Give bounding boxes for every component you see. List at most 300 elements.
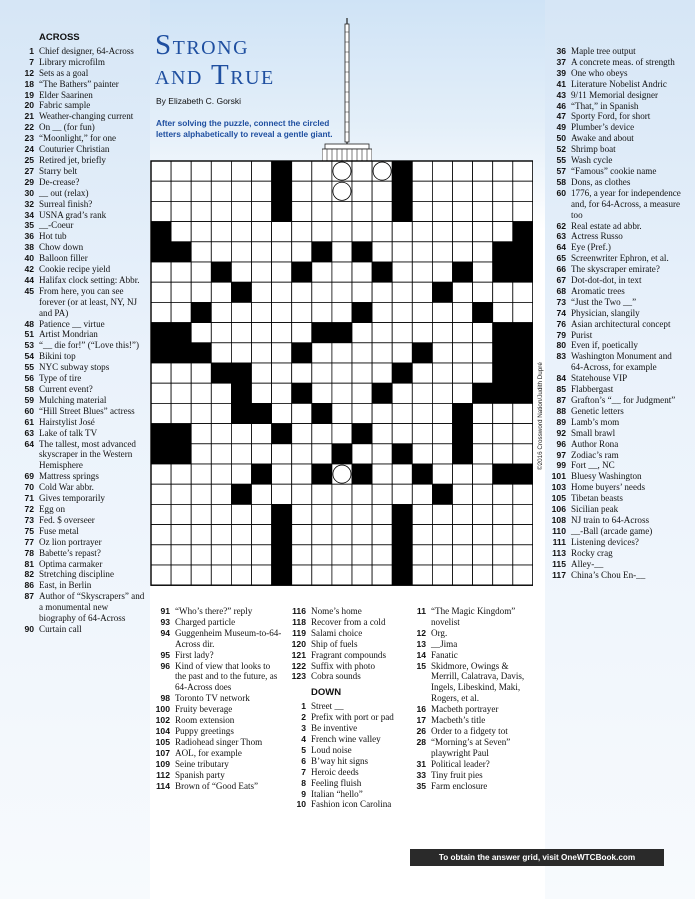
grid-cell[interactable] [453,201,473,221]
grid-cell[interactable] [412,424,432,444]
grid-cell[interactable] [211,302,231,322]
grid-cell[interactable] [392,484,412,504]
grid-cell[interactable] [312,343,332,363]
grid-cell[interactable] [252,201,272,221]
grid-cell[interactable] [432,464,452,484]
grid-cell[interactable] [332,525,352,545]
grid-cell[interactable] [332,383,352,403]
grid-cell[interactable] [252,222,272,242]
grid-cell[interactable] [453,302,473,322]
grid-cell[interactable] [151,282,171,302]
grid-cell[interactable] [151,504,171,524]
grid-cell[interactable] [312,484,332,504]
grid-cell[interactable] [493,403,513,423]
grid-cell[interactable] [392,403,412,423]
grid-cell[interactable] [231,323,251,343]
grid-cell[interactable] [372,343,392,363]
grid-cell[interactable] [211,484,231,504]
grid-cell[interactable] [392,343,412,363]
grid-cell[interactable] [432,424,452,444]
grid-cell[interactable] [231,242,251,262]
grid-cell[interactable] [432,343,452,363]
grid-cell[interactable] [191,363,211,383]
grid-cell[interactable] [352,343,372,363]
grid-cell[interactable] [252,302,272,322]
grid-cell[interactable] [513,545,533,565]
grid-cell[interactable] [493,181,513,201]
grid-cell[interactable] [292,242,312,262]
grid-cell[interactable] [171,222,191,242]
grid-cell[interactable] [473,565,493,585]
grid-cell[interactable] [272,383,292,403]
grid-cell[interactable] [252,282,272,302]
grid-cell[interactable] [453,464,473,484]
grid-cell[interactable] [412,302,432,322]
grid-cell[interactable] [432,363,452,383]
grid-cell[interactable] [392,222,412,242]
grid-cell[interactable] [493,484,513,504]
grid-cell[interactable] [191,565,211,585]
grid-cell[interactable] [453,343,473,363]
grid-cell[interactable] [513,424,533,444]
grid-cell[interactable] [171,161,191,181]
grid-cell[interactable] [231,222,251,242]
grid-cell[interactable] [453,504,473,524]
grid-cell[interactable] [292,545,312,565]
grid-cell[interactable] [312,222,332,242]
grid-cell[interactable] [151,302,171,322]
grid-cell[interactable] [453,565,473,585]
grid-cell[interactable] [332,302,352,322]
grid-cell[interactable] [231,201,251,221]
grid-cell[interactable] [171,282,191,302]
grid-cell[interactable] [231,565,251,585]
grid-cell[interactable] [171,565,191,585]
grid-cell[interactable] [493,545,513,565]
grid-cell[interactable] [272,484,292,504]
grid-cell[interactable] [191,444,211,464]
grid-cell[interactable] [473,525,493,545]
grid-cell[interactable] [372,161,392,181]
grid-cell[interactable] [272,282,292,302]
grid-cell[interactable] [211,181,231,201]
grid-cell[interactable] [292,302,312,322]
grid-cell[interactable] [211,343,231,363]
grid-cell[interactable] [453,161,473,181]
grid-cell[interactable] [191,222,211,242]
grid-cell[interactable] [332,504,352,524]
grid-cell[interactable] [493,525,513,545]
grid-cell[interactable] [473,282,493,302]
grid-cell[interactable] [292,504,312,524]
grid-cell[interactable] [272,323,292,343]
grid-cell[interactable] [332,201,352,221]
grid-cell[interactable] [372,282,392,302]
grid-cell[interactable] [252,161,272,181]
grid-cell[interactable] [151,383,171,403]
grid-cell[interactable] [473,484,493,504]
grid-cell[interactable] [432,161,452,181]
grid-cell[interactable] [412,201,432,221]
grid-cell[interactable] [252,383,272,403]
grid-cell[interactable] [191,242,211,262]
grid-cell[interactable] [412,242,432,262]
grid-cell[interactable] [191,201,211,221]
grid-cell[interactable] [473,444,493,464]
grid-cell[interactable] [272,343,292,363]
grid-cell[interactable] [412,525,432,545]
grid-cell[interactable] [151,464,171,484]
grid-cell[interactable] [432,201,452,221]
grid-cell[interactable] [191,282,211,302]
grid-cell[interactable] [171,383,191,403]
grid-cell[interactable] [151,545,171,565]
grid-cell[interactable] [191,181,211,201]
grid-cell[interactable] [513,403,533,423]
grid-cell[interactable] [473,262,493,282]
grid-cell[interactable] [191,545,211,565]
grid-cell[interactable] [412,323,432,343]
grid-cell[interactable] [513,302,533,322]
grid-cell[interactable] [352,201,372,221]
grid-cell[interactable] [211,222,231,242]
grid-cell[interactable] [352,181,372,201]
grid-cell[interactable] [432,545,452,565]
crossword-grid[interactable] [150,160,533,586]
grid-cell[interactable] [392,242,412,262]
grid-cell[interactable] [513,484,533,504]
grid-cell[interactable] [292,424,312,444]
grid-cell[interactable] [412,565,432,585]
grid-cell[interactable] [392,424,412,444]
grid-cell[interactable] [453,282,473,302]
grid-cell[interactable] [332,484,352,504]
grid-cell[interactable] [372,222,392,242]
grid-cell[interactable] [171,403,191,423]
grid-cell[interactable] [473,181,493,201]
grid-cell[interactable] [513,565,533,585]
grid-cell[interactable] [151,363,171,383]
grid-cell[interactable] [171,545,191,565]
grid-cell[interactable] [292,403,312,423]
grid-cell[interactable] [272,464,292,484]
grid-cell[interactable] [453,525,473,545]
grid-cell[interactable] [312,302,332,322]
grid-cell[interactable] [372,545,392,565]
grid-cell[interactable] [191,262,211,282]
grid-cell[interactable] [372,403,392,423]
grid-cell[interactable] [292,484,312,504]
grid-cell[interactable] [412,282,432,302]
grid-cell[interactable] [312,565,332,585]
grid-cell[interactable] [272,403,292,423]
grid-cell[interactable] [292,525,312,545]
grid-cell[interactable] [352,363,372,383]
grid-cell[interactable] [151,565,171,585]
grid-cell[interactable] [171,302,191,322]
grid-cell[interactable] [211,383,231,403]
grid-cell[interactable] [372,484,392,504]
grid-cell[interactable] [352,262,372,282]
grid-cell[interactable] [151,181,171,201]
grid-cell[interactable] [432,222,452,242]
grid-cell[interactable] [392,302,412,322]
grid-cell[interactable] [332,565,352,585]
grid-cell[interactable] [151,161,171,181]
grid-cell[interactable] [211,504,231,524]
grid-cell[interactable] [432,242,452,262]
grid-cell[interactable] [473,161,493,181]
grid-cell[interactable] [513,201,533,221]
grid-cell[interactable] [191,383,211,403]
grid-cell[interactable] [493,161,513,181]
grid-cell[interactable] [432,323,452,343]
grid-cell[interactable] [252,525,272,545]
grid-cell[interactable] [513,282,533,302]
grid-cell[interactable] [352,222,372,242]
grid-cell[interactable] [171,504,191,524]
grid-cell[interactable] [493,565,513,585]
grid-cell[interactable] [151,403,171,423]
grid-cell[interactable] [312,161,332,181]
grid-cell[interactable] [252,545,272,565]
grid-cell[interactable] [372,302,392,322]
grid-cell[interactable] [272,363,292,383]
grid-cell[interactable] [332,282,352,302]
grid-cell[interactable] [372,444,392,464]
grid-cell[interactable] [292,444,312,464]
grid-cell[interactable] [493,222,513,242]
grid-cell[interactable] [392,323,412,343]
grid-cell[interactable] [412,181,432,201]
grid-cell[interactable] [191,484,211,504]
grid-cell[interactable] [252,444,272,464]
grid-cell[interactable] [432,504,452,524]
grid-cell[interactable] [312,363,332,383]
grid-cell[interactable] [473,323,493,343]
grid-cell[interactable] [332,262,352,282]
grid-cell[interactable] [432,262,452,282]
grid-cell[interactable] [473,222,493,242]
grid-cell[interactable] [191,525,211,545]
grid-cell[interactable] [272,222,292,242]
grid-cell[interactable] [453,222,473,242]
grid-cell[interactable] [493,282,513,302]
grid-cell[interactable] [272,302,292,322]
grid-cell[interactable] [292,565,312,585]
grid-cell[interactable] [372,525,392,545]
grid-cell[interactable] [432,403,452,423]
grid-cell[interactable] [392,464,412,484]
grid-cell[interactable] [513,161,533,181]
grid-cell[interactable] [453,545,473,565]
grid-cell[interactable] [272,242,292,262]
grid-cell[interactable] [171,363,191,383]
grid-cell[interactable] [211,282,231,302]
grid-cell[interactable] [493,201,513,221]
grid-cell[interactable] [412,161,432,181]
grid-cell[interactable] [231,444,251,464]
grid-cell[interactable] [453,484,473,504]
grid-cell[interactable] [211,242,231,262]
grid-cell[interactable] [171,201,191,221]
grid-cell[interactable] [332,363,352,383]
grid-cell[interactable] [312,383,332,403]
grid-cell[interactable] [372,504,392,524]
grid-cell[interactable] [191,504,211,524]
grid-cell[interactable] [171,525,191,545]
grid-cell[interactable] [231,161,251,181]
grid-cell[interactable] [272,444,292,464]
grid-cell[interactable] [312,444,332,464]
grid-cell[interactable] [412,484,432,504]
grid-cell[interactable] [312,201,332,221]
grid-cell[interactable] [191,403,211,423]
grid-cell[interactable] [231,525,251,545]
grid-cell[interactable] [372,201,392,221]
grid-cell[interactable] [412,262,432,282]
grid-cell[interactable] [171,262,191,282]
grid-cell[interactable] [432,302,452,322]
grid-cell[interactable] [231,424,251,444]
grid-cell[interactable] [231,262,251,282]
grid-cell[interactable] [372,363,392,383]
grid-cell[interactable] [453,242,473,262]
grid-cell[interactable] [292,222,312,242]
grid-cell[interactable] [312,282,332,302]
grid-cell[interactable] [352,444,372,464]
grid-cell[interactable] [191,161,211,181]
grid-cell[interactable] [453,383,473,403]
grid-cell[interactable] [332,161,352,181]
grid-cell[interactable] [352,484,372,504]
grid-cell[interactable] [292,201,312,221]
grid-cell[interactable] [352,565,372,585]
grid-cell[interactable] [372,565,392,585]
grid-cell[interactable] [191,464,211,484]
grid-cell[interactable] [513,504,533,524]
grid-cell[interactable] [231,302,251,322]
grid-cell[interactable] [171,484,191,504]
grid-cell[interactable] [493,424,513,444]
grid-cell[interactable] [332,222,352,242]
grid-cell[interactable] [473,363,493,383]
grid-cell[interactable] [453,181,473,201]
grid-cell[interactable] [312,525,332,545]
grid-cell[interactable] [151,484,171,504]
grid-cell[interactable] [151,201,171,221]
grid-cell[interactable] [231,343,251,363]
grid-cell[interactable] [252,424,272,444]
grid-cell[interactable] [493,504,513,524]
grid-cell[interactable] [332,343,352,363]
grid-cell[interactable] [211,545,231,565]
grid-cell[interactable] [252,363,272,383]
grid-cell[interactable] [151,262,171,282]
grid-cell[interactable] [292,464,312,484]
grid-cell[interactable] [392,262,412,282]
grid-cell[interactable] [211,424,231,444]
grid-cell[interactable] [432,383,452,403]
grid-cell[interactable] [252,323,272,343]
grid-cell[interactable] [211,464,231,484]
grid-cell[interactable] [312,545,332,565]
grid-cell[interactable] [211,201,231,221]
grid-cell[interactable] [191,323,211,343]
grid-cell[interactable] [252,262,272,282]
grid-cell[interactable] [211,525,231,545]
grid-cell[interactable] [473,201,493,221]
grid-cell[interactable] [312,504,332,524]
grid-cell[interactable] [292,282,312,302]
grid-cell[interactable] [412,403,432,423]
grid-cell[interactable] [412,545,432,565]
grid-cell[interactable] [352,403,372,423]
grid-cell[interactable] [292,181,312,201]
grid-cell[interactable] [412,383,432,403]
grid-cell[interactable] [252,181,272,201]
grid-cell[interactable] [352,383,372,403]
grid-cell[interactable] [171,181,191,201]
grid-cell[interactable] [191,424,211,444]
grid-cell[interactable] [332,545,352,565]
grid-cell[interactable] [372,181,392,201]
grid-cell[interactable] [513,444,533,464]
grid-cell[interactable] [231,504,251,524]
grid-cell[interactable] [473,464,493,484]
grid-cell[interactable] [231,464,251,484]
grid-cell[interactable] [252,484,272,504]
grid-cell[interactable] [292,161,312,181]
grid-cell[interactable] [352,323,372,343]
grid-cell[interactable] [211,403,231,423]
grid-cell[interactable] [211,444,231,464]
grid-cell[interactable] [432,181,452,201]
grid-cell[interactable] [312,181,332,201]
grid-cell[interactable] [332,464,352,484]
grid-cell[interactable] [453,323,473,343]
grid-cell[interactable] [312,262,332,282]
grid-cell[interactable] [211,565,231,585]
grid-cell[interactable] [473,242,493,262]
grid-cell[interactable] [453,363,473,383]
grid-cell[interactable] [372,323,392,343]
grid-cell[interactable] [211,161,231,181]
grid-cell[interactable] [292,363,312,383]
grid-cell[interactable] [412,504,432,524]
grid-cell[interactable] [392,383,412,403]
grid-cell[interactable] [332,403,352,423]
grid-cell[interactable] [432,525,452,545]
grid-cell[interactable] [332,424,352,444]
grid-cell[interactable] [513,181,533,201]
grid-cell[interactable] [252,565,272,585]
grid-cell[interactable] [372,424,392,444]
grid-cell[interactable] [352,545,372,565]
grid-cell[interactable] [171,464,191,484]
grid-cell[interactable] [473,504,493,524]
grid-cell[interactable] [231,545,251,565]
grid-cell[interactable] [292,323,312,343]
grid-cell[interactable] [352,525,372,545]
grid-cell[interactable] [252,242,272,262]
grid-cell[interactable] [231,181,251,201]
grid-cell[interactable] [412,222,432,242]
grid-cell[interactable] [272,262,292,282]
grid-cell[interactable] [473,403,493,423]
grid-cell[interactable] [352,282,372,302]
grid-cell[interactable] [392,282,412,302]
